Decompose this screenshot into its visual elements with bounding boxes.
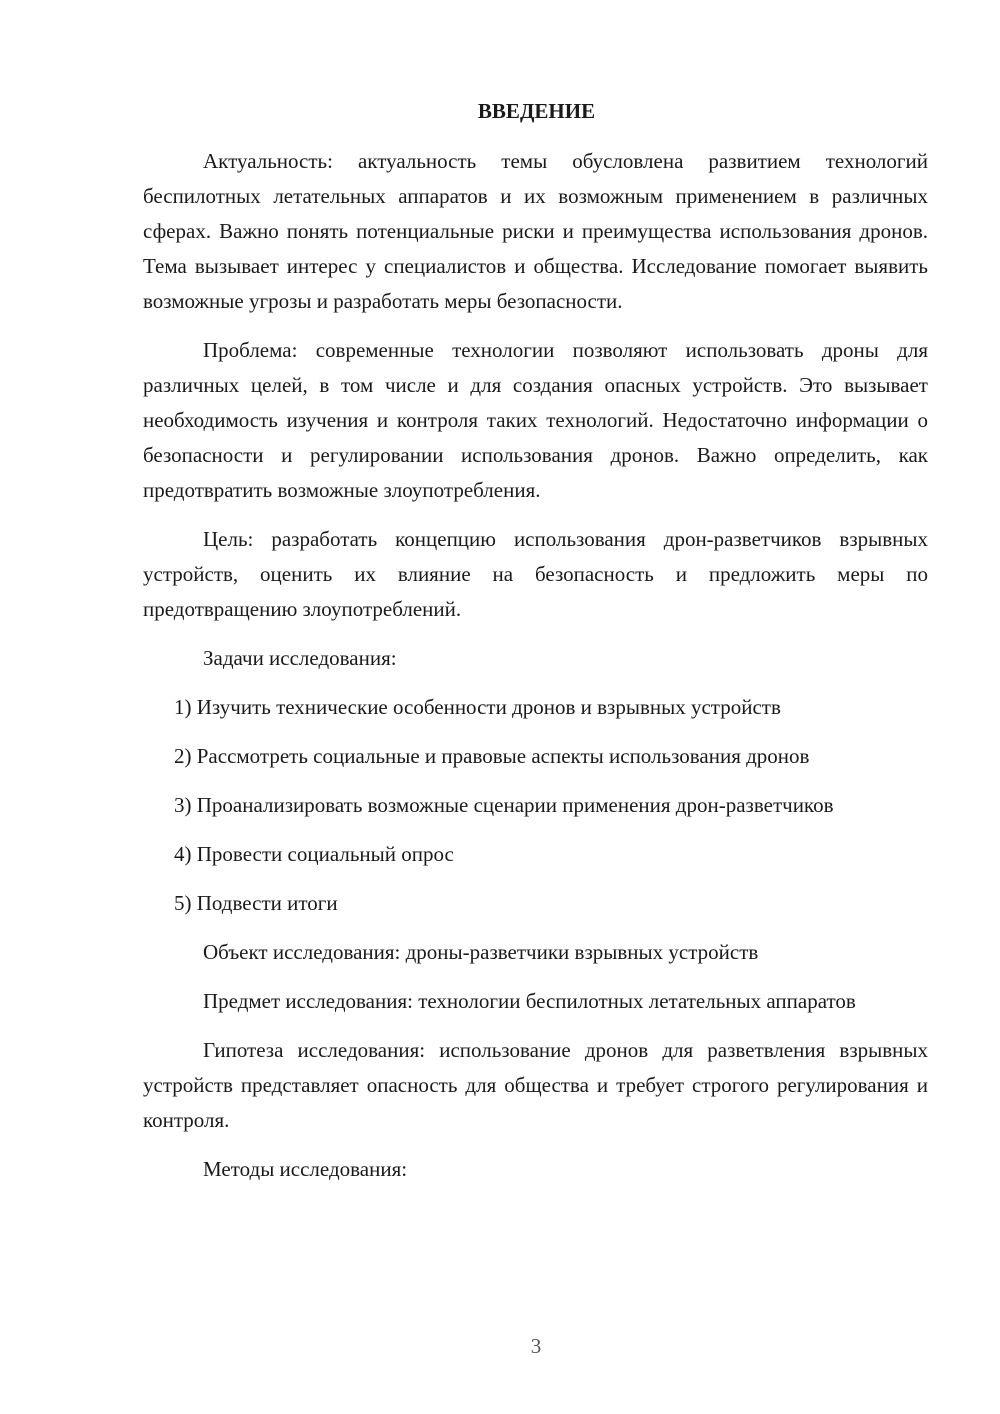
- paragraph-subject: Предмет исследования: технологии беспилотных летательных аппаратов: [203, 989, 856, 1013]
- paragraph-hypothesis: Гипотеза исследования: использование дронов для разветвления взрывных устройств представляет опасность для общества и требует строгого регулирования и контроля.: [143, 1038, 928, 1132]
- document-page: [143, 96, 928, 1187]
- methods-heading: Методы исследования:: [203, 1157, 408, 1181]
- paragraph-problem: Проблема: современные технологии позволяют использовать дроны для различных целей, в том числе и для создания опасных устройств. Это вызывает необходимость изучения и контроля таких технологий. Недостаточно информации о безопасности и регулировании использования дронов. Важно определить, как предотвратить возможные злоупотребления.: [143, 338, 928, 502]
- paragraph-goal: Цель: разработать концепцию использования дрон-разветчиков взрывных устройств, оценить их влияние на безопасность и предложить меры по предотвращению злоупотреблений.: [143, 527, 928, 621]
- tasks-heading: Задачи исследования:: [203, 646, 397, 670]
- task-item-3: 3) Проанализировать возможные сценарии применения дрон-разветчиков: [174, 793, 834, 817]
- task-item-1: 1) Изучить технические особенности дронов и взрывных устройств: [174, 695, 781, 719]
- paragraph-object: Объект исследования: дроны-разветчики взрывных устройств: [203, 940, 759, 964]
- task-item-5: 5) Подвести итоги: [174, 891, 338, 915]
- task-item-2: 2) Рассмотреть социальные и правовые аспекты использования дронов: [174, 744, 810, 768]
- paragraph-relevance: Актуальность: актуальность темы обусловлена развитием технологий беспилотных летательных аппаратов и их возможным применением в различных сферах. Важно понять потенциальные риски и преимущества использования дронов. Тема вызывает интерес у специалистов и общества. Исследование помогает выявить возможные угрозы и разработать меры безопасности.: [143, 149, 928, 313]
- page-number: 3: [530, 1334, 542, 1358]
- task-item-4: 4) Провести социальный опрос: [174, 842, 454, 866]
- page-title: ВВЕДЕНИЕ: [477, 99, 596, 123]
